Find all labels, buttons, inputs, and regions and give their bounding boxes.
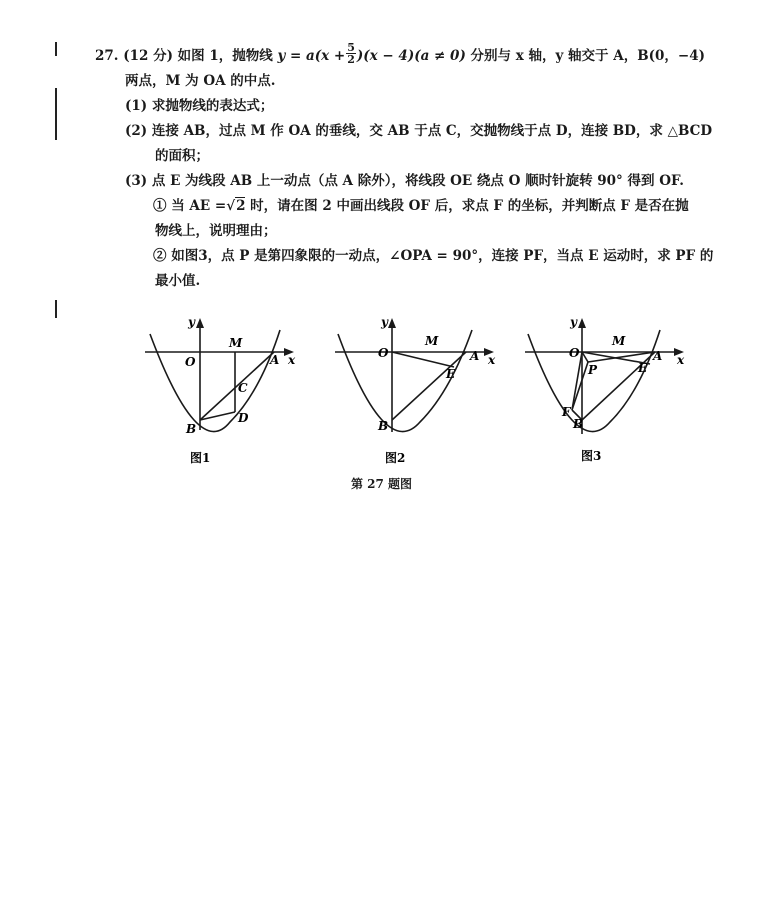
fig1-caption: 图1 bbox=[190, 451, 211, 465]
question-2-line2: 的面积； bbox=[155, 148, 209, 164]
fig1-label-y: y bbox=[188, 315, 195, 329]
fig1-label-B: B bbox=[186, 422, 197, 436]
figure-3 bbox=[525, 322, 680, 434]
fig3-label-B: B bbox=[573, 417, 584, 431]
problem-intro: 如图 1，抛物线 bbox=[177, 48, 273, 64]
question-3a-prefix: ① 当 AE = bbox=[153, 198, 227, 214]
fig3-label-P: P bbox=[588, 363, 598, 377]
question-3a-suffix: 时，请在图 2 中画出线段 OF 后，求点 F 的坐标，并判断点 F 是否在抛 bbox=[250, 198, 689, 214]
figure-2 bbox=[335, 322, 490, 432]
binding-margin-mark bbox=[55, 88, 57, 140]
problem-intro-b: 分别与 x 轴，y 轴交于 A，B(0，−4) bbox=[470, 48, 705, 64]
question-3b-line1: ② 如图3，点 P 是第四象限的一动点，∠OPA = 90°，连接 PF，当点 E 运动时，求 PF 的 bbox=[153, 248, 714, 264]
problem-27 bbox=[95, 41, 714, 294]
fig2-label-M: M bbox=[425, 334, 439, 348]
equation-rhs: )(x − 4)(a ≠ 0) bbox=[356, 48, 466, 64]
segment-AB bbox=[200, 352, 274, 420]
problem-statement-line2: 两点，M 为 OA 的中点. bbox=[125, 73, 276, 89]
segment-PF bbox=[572, 362, 588, 410]
fig2-label-y: y bbox=[381, 315, 388, 329]
fig2-label-O: O bbox=[378, 346, 389, 360]
fig1-label-x: x bbox=[288, 353, 296, 367]
segment-OF bbox=[572, 352, 582, 410]
sqrt-radicand: 2 bbox=[236, 198, 246, 214]
fig3-label-E: E bbox=[638, 361, 648, 375]
question-3-line1: (3) 点 E 为线段 AB 上一动点（点 A 除外），将线段 OE 绕点 O 顺时针旋转 90° 得到 OF. bbox=[125, 173, 684, 189]
fraction-numerator: 5 bbox=[347, 41, 355, 54]
geometry-figures bbox=[0, 312, 763, 492]
fig2-label-x: x bbox=[488, 353, 496, 367]
sqrt-symbol: √ bbox=[226, 198, 236, 214]
fig1-label-O: O bbox=[185, 355, 196, 369]
y-axis-arrow bbox=[388, 318, 396, 328]
fig1-label-C: C bbox=[238, 381, 248, 395]
problem-statement-line1 bbox=[95, 41, 705, 69]
fig2-caption: 图2 bbox=[385, 451, 406, 465]
parabola bbox=[528, 330, 663, 432]
problem-number: 27. bbox=[95, 48, 119, 64]
fig3-label-y: y bbox=[570, 315, 577, 329]
fig3-label-M: M bbox=[612, 334, 626, 348]
fraction-five-halves bbox=[346, 42, 356, 65]
question-3b-line2: 最小值. bbox=[155, 273, 201, 289]
fig2-label-A: A bbox=[470, 349, 480, 363]
problem-score: (12 分) bbox=[123, 48, 173, 64]
fraction-denominator: 2 bbox=[347, 53, 355, 66]
figures-row bbox=[0, 312, 763, 492]
fig1-label-D: D bbox=[238, 411, 249, 425]
y-axis-arrow bbox=[578, 318, 586, 328]
fig3-label-x: x bbox=[677, 353, 685, 367]
segment-AB bbox=[392, 352, 466, 420]
fig3-label-A: A bbox=[653, 349, 663, 363]
fig3-caption: 图3 bbox=[581, 449, 602, 463]
equation-lhs: y = a(x + bbox=[277, 48, 346, 64]
fig3-label-O: O bbox=[569, 346, 580, 360]
fig1-label-A: A bbox=[270, 353, 280, 367]
figure-caption: 第 27 题图 bbox=[350, 477, 413, 491]
binding-margin-mark bbox=[55, 42, 57, 56]
question-1: (1) 求抛物线的表达式； bbox=[125, 98, 274, 114]
y-axis-arrow bbox=[196, 318, 204, 328]
segment-OE bbox=[392, 352, 454, 367]
fig3-label-F: F bbox=[562, 405, 571, 419]
fig1-label-M: M bbox=[229, 336, 243, 350]
question-3a-line2: 物线上，说明理由； bbox=[155, 223, 277, 239]
fig2-label-E: E bbox=[446, 367, 456, 381]
figure-1 bbox=[145, 322, 290, 432]
fig2-label-B: B bbox=[378, 419, 389, 433]
question-2-line1: (2) 连接 AB，过点 M 作 OA 的垂线，交 AB 于点 C，交抛物线于点 D，连接 BD，求 △BCD bbox=[125, 123, 713, 139]
question-3a-line1 bbox=[95, 194, 695, 219]
